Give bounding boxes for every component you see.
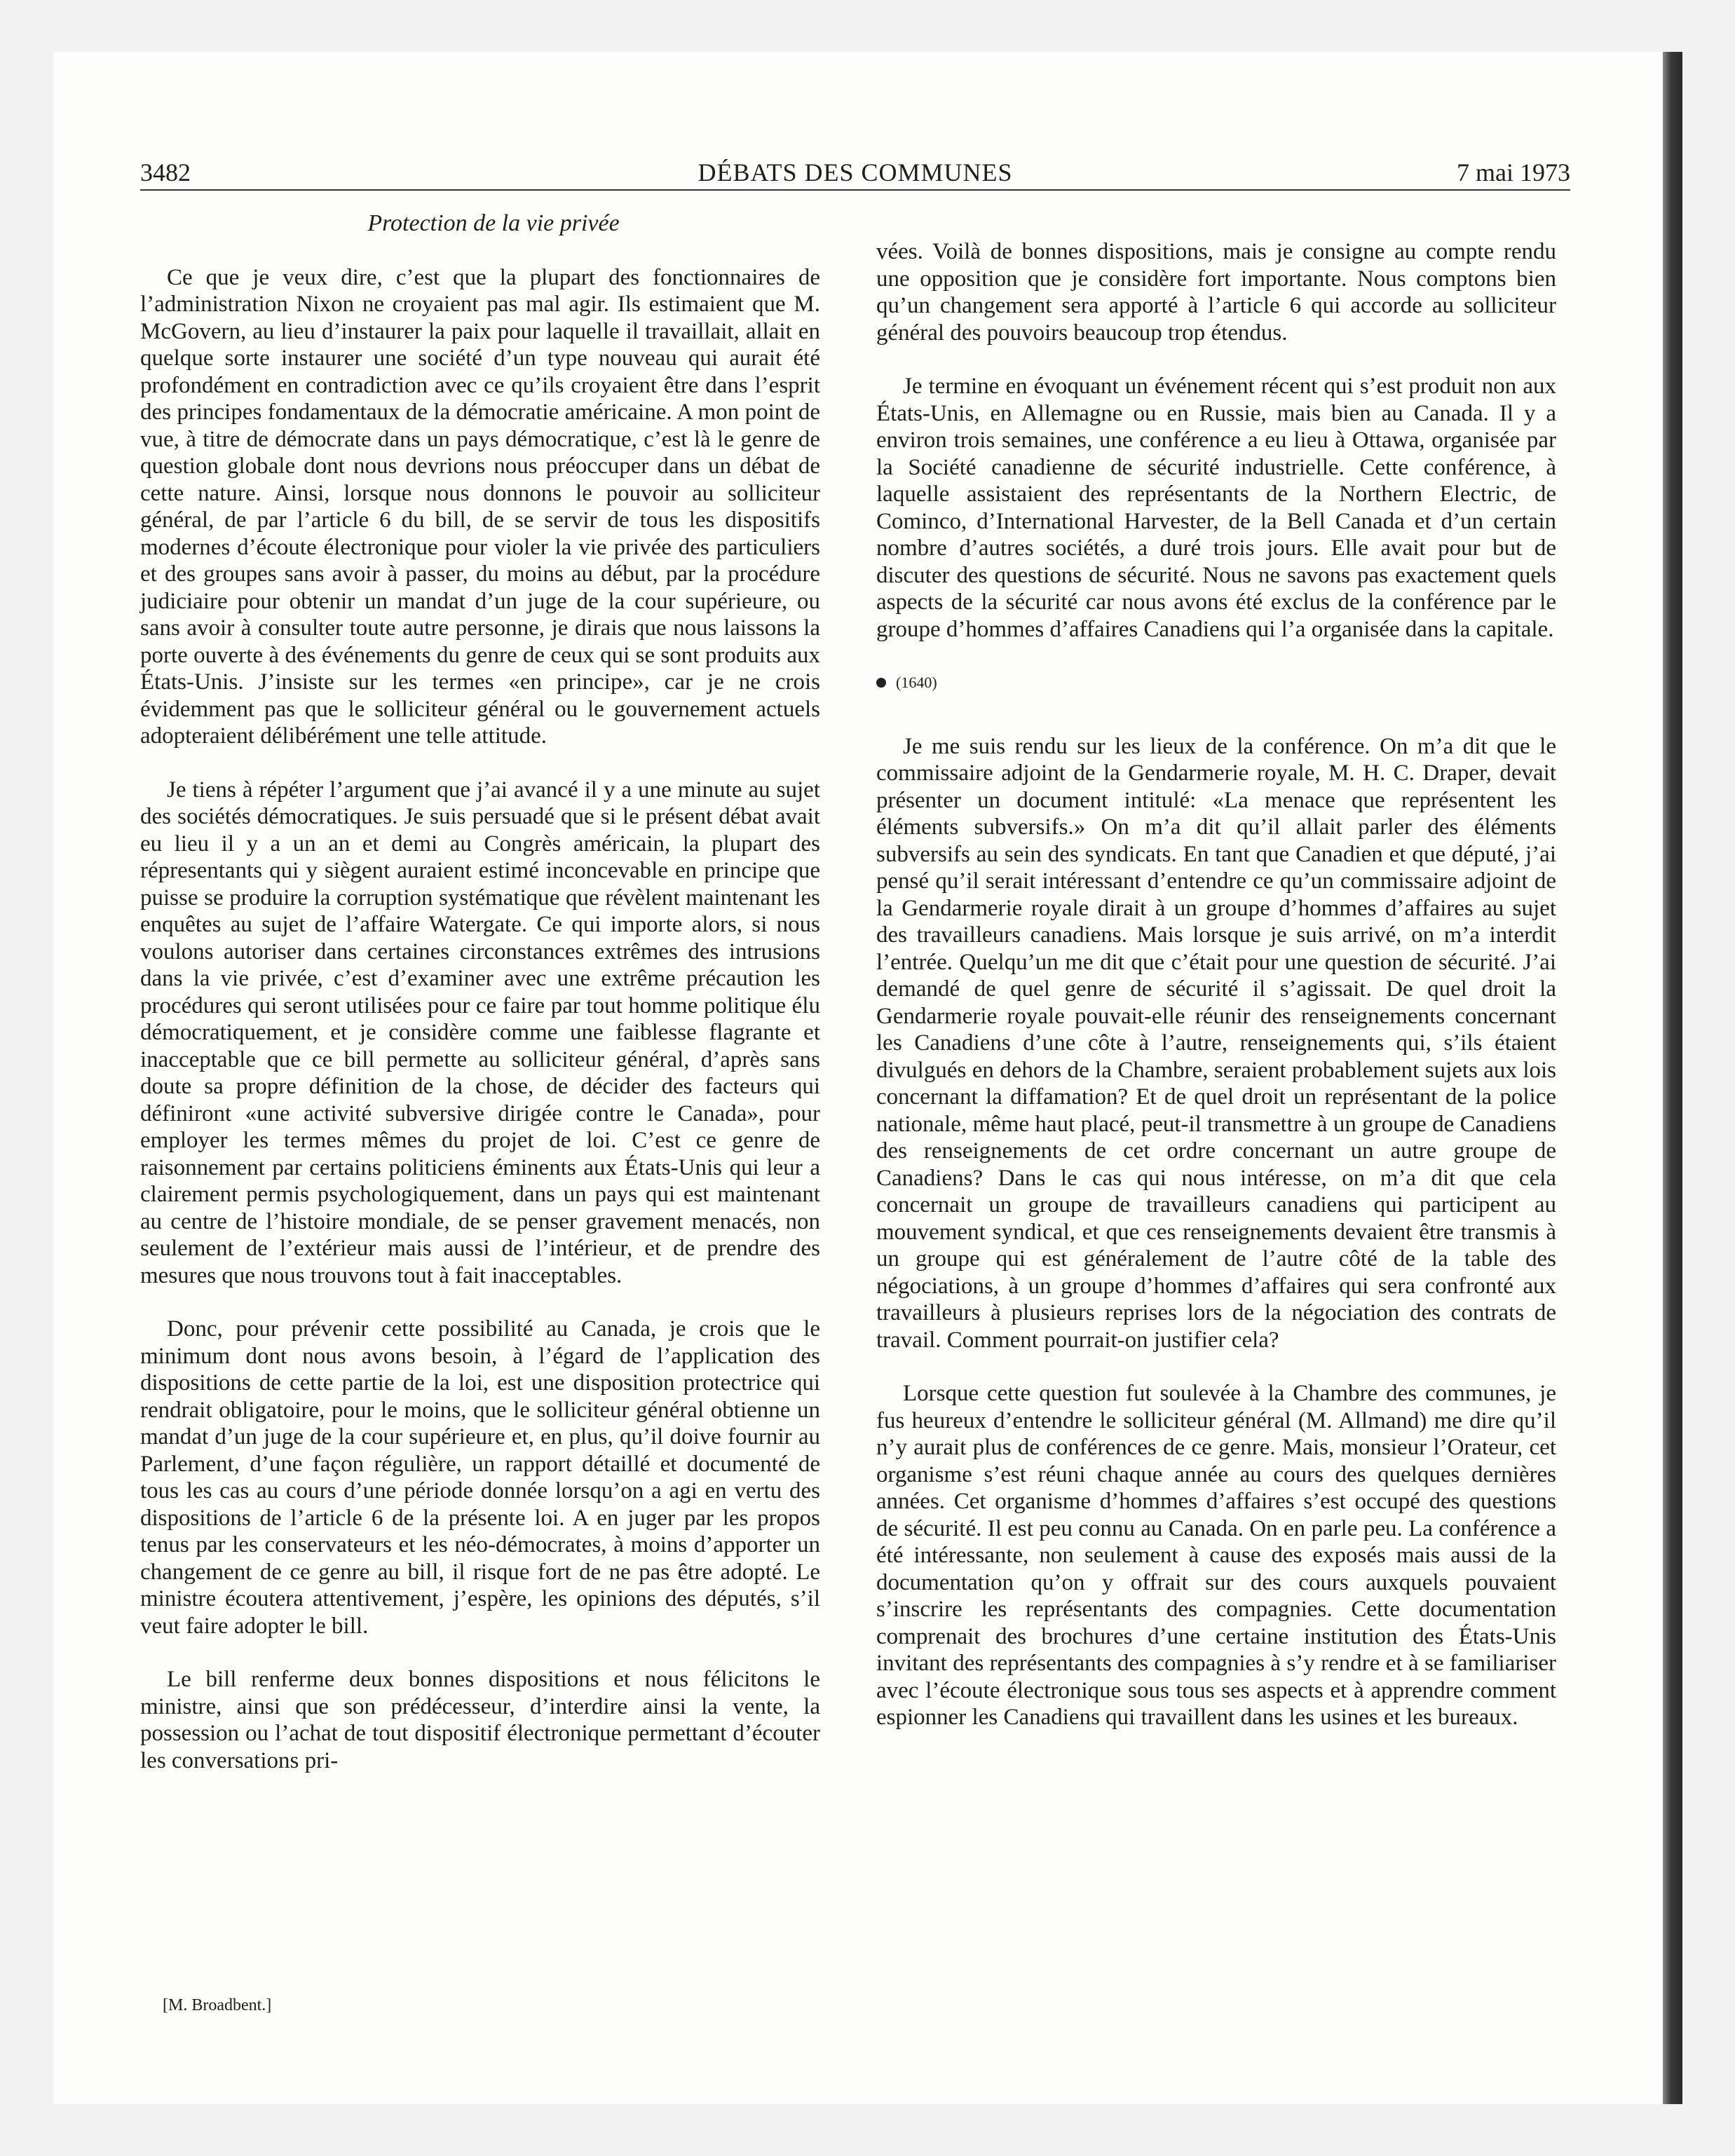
paragraph: Je tiens à répéter l’argument que j’ai avancé il y a une minute au sujet des sociétés démocratiques. Je suis persuadé que si le présent débat avait eu lieu il y a un an et demi au Congrès américain, la plupart des répresentants qui y siègent auraient estimé inconcevable en principe que puisse se produire la corruption systématique que révèlent maintenant les enquêtes au sujet de l’affaire Watergate. Ce qui importe alors, si nous voulons autoriser dans certaines circonstances extrêmes des intrusions dans la vie privée, c’est d’examiner avec une extrême précaution les procédures qui seront utilisées pour ce faire par tout homme politique élu démocratiquement, et je considère comme une faiblesse flagrante et inacceptable que ce bill permette au solliciteur général, d’après sans doute sa propre définition de la chose, de décider des facteurs qui définiront «une activité subversive dirigée contre le Canada», pour employer les termes mêmes du projet de loi. C’est ce genre de raisonnement par certains politiciens éminents aux États-Unis qui leur a clairement permis psychologiquement, dans un pays qui est maintenant au centre de l’histoire mondiale, de se penser gravement menacés, non seulement de l’extérieur mais aussi de l’intérieur, et de prendre des mesures que nous trouvons tout à fait inacceptables. <box>140 777 820 1288</box>
paragraph-continuation: vées. Voilà de bonnes dispositions, mais je consigne au compte rendu une opposition que je considère fort importante. Nous comptons bien qu’un changement sera apporté à l’article 6 qui accorde au solliciteur général des pouvoirs beaucoup trop étendus. <box>876 239 1556 346</box>
right-column <box>876 238 1556 1758</box>
paragraph: Je me suis rendu sur les lieux de la conférence. On m’a dit que le commissaire adjoint de la Gendarmerie royale, M. H. C. Draper, devait présenter un document intitulé: «La menace que représentent les éléments subversifs.» On m’a dit qu’il allait parler des éléments subversifs au sein des syndicats. En tant que Canadien et que député, j’ai pensé qu’il serait intéressant d’entendre ce qu’un commissaire adjoint de la Gendarmerie royale dirait à un groupe d’hommes d’affaires au sujet des travailleurs canadiens. Mais lorsque je suis arrivé, on m’a interdit l’entrée. Quelqu’un me dit que c’était pour une question de sécurité. J’ai demandé de quel genre de sécurité il s’agissait. De quel droit la Gendarmerie royale pouvait-elle réunir des renseignements concernant les Canadiens d’une côte à l’autre, renseignements qui, s’ils étaient divulgués en dehors de la Chambre, seraient probablement sujets aux lois concernant la diffamation? Et de quel droit un représentant de la police nationale, même haut placé, peut-il transmettre à un groupe de Canadiens des renseignements de cet ordre concernant un autre groupe de Canadiens? Dans le cas qui nous intéresse, on m’a dit que cela concernait un groupe de travailleurs canadiens qui participent au mouvement syndical, et que ces renseignements devaient être transmis à un groupe qui est généralement de l’autre côté de la table des négociations, à un groupe d’hommes d’affaires qui sera confronté aux travailleurs à plusieurs reprises lors de la négociation des contrats de travail. Comment pourrait-on justifier cela? <box>876 733 1556 1353</box>
paragraph: Je termine en évoquant un événement récent qui s’est produit non aux États-Unis, en Allemagne ou en Russie, mais bien au Canada. Il y a environ trois semaines, une conférence a eu lieu à Ottawa, organisée par la Société canadienne de sécurité industrielle. Cette conférence, à laquelle assistaient des représentants de la Northern Electric, de Cominco, d’International Harvester, de la Bell Canada et d’un certain nombre d’autres sociétés, a duré trois jours. Elle avait pour but de discuter des questions de sécurité. Nous ne savons pas exactement quels aspects de la sécurité car nous avons été exclus de la conférence par le groupe d’hommes d’affaires Canadiens qui l’a organisée dans la capitale. <box>876 374 1556 642</box>
publication-title: DÉBATS DES COMMUNES <box>698 158 1013 186</box>
time-marker <box>876 669 1556 697</box>
page-header <box>140 158 1570 191</box>
paragraph: Lorsque cette question fut soulevée à la Chambre des communes, je fus heureux d’entendre le solliciteur général (M. Allmand) me dire qu’il n’y aurait plus de conférences de ce genre. Mais, monsieur l’Orateur, cet organisme s’est réuni chaque année au cours des quelques dernières années. Cet organisme d’hommes d’affaires s’est occupé des questions de sécurité. Il est peu connu au Canada. On en parle peu. La conférence a été intéressante, non seulement à cause des exposés mais aussi de la documentation qu’on y offrait sur des cours auxquels pouvaient s’inscrire les représentants des compagnies. Cette documentation comprenait des brochures d’une certaine institution des États-Unis invitant des représentants des compagnies à s’y rendre et à se familiariser avec l’écoute électronique sous tous ses aspects et à apprendre comment espionner les Canadiens qui travaillent dans les usines et les bureaux. <box>876 1381 1556 1730</box>
page-number: 3482 <box>140 158 191 186</box>
bullet-icon <box>876 678 886 688</box>
publication-date: 7 mai 1973 <box>1457 158 1570 186</box>
binding-edge <box>1663 52 1682 2104</box>
paragraph: Le bill renferme deux bonnes dispositions et nous félicitons le ministre, ainsi que son prédécesseur, d’interdire ainsi la vente, la possession ou l’achat de tout dispositif électronique permettant d’écouter les conversations pri- <box>140 1667 820 1773</box>
speaker-attribution: [M. Broadbent.] <box>163 1996 272 2014</box>
left-column <box>140 210 820 1801</box>
section-heading: Protection de la vie privée <box>367 210 620 236</box>
paragraph: Ce que je veux dire, c’est que la plupart des fonctionnaires de l’administration Nixon ne croyaient pas mal agir. Ils estimaient que M. McGovern, au lieu d’instaurer la paix pour laquelle il travaillait, allait en quelque sorte instaurer une société d’un type nouveau qui aurait été profondément en contradiction avec ce qu’ils croyaient être dans l’esprit des principes fondamentaux de la démocratie américaine. A mon point de vue, à titre de démocrate dans un pays démocratique, c’est là le genre de question globale dont nous devrions nous préoccuper dans un débat de cette nature. Ainsi, lorsque nous donnons le pouvoir au solliciteur général, de par l’article 6 du bill, de se servir de tous les dispositifs modernes d’écoute électronique pour violer la vie privée des particuliers et des groupes sans avoir à passer, du moins au début, par la procédure judiciaire pour obtenir un mandat d’un juge de la cour supérieure, ou sans avoir à consulter toute autre personne, je dirais que nous laissons la porte ouverte à des événements du genre de ceux qui se sont produits aux États-Unis. J’insiste sur les termes «en principe», car je ne crois évidemment pas que le solliciteur général ou le gouvernement actuels adopteraient délibérément une telle attitude. <box>140 264 820 749</box>
paragraph: Donc, pour prévenir cette possibilité au Canada, je crois que le minimum dont nous avons besoin, à l’égard de l’application des dispositions de cette partie de la loi, est une disposition protectrice qui rendrait obligatoire, pour le moins, que le solliciteur général obtienne un mandat d’un juge de la cour supérieure et, en plus, qu’il doive fournir au Parlement, d’une façon régulière, un rapport détaillé et documenté de tous les cas au cours d’une période donnée lorsqu’on a agi en vertu des dispositions de l’article 6 de la présente loi. A en juger par les propos tenus par les conservateurs et les néo-démocrates, à moins d’apporter un changement de ce genre au bill, il risque fort de ne pas être adopté. Le ministre écoutera attentivement, j’espère, les opinions des députés, s’il veut faire adopter le bill. <box>140 1316 820 1639</box>
time-marker-label: (1640) <box>896 674 937 691</box>
